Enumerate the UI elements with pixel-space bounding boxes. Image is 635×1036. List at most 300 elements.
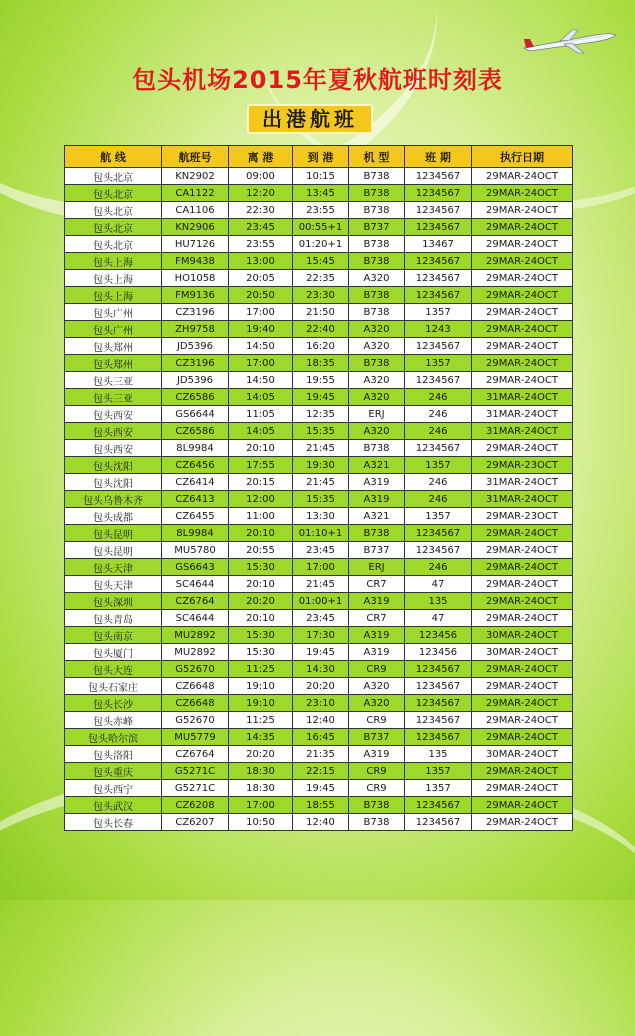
cell-flight-no: CZ6208 — [162, 797, 229, 814]
cell-flight-no: MU5780 — [162, 542, 229, 559]
cell-route: 包头郑州 — [65, 338, 162, 355]
cell-route: 包头石家庄 — [65, 678, 162, 695]
cell-departure: 14:50 — [229, 338, 293, 355]
cell-arrival: 17:30 — [293, 627, 349, 644]
cell-aircraft: B738 — [349, 440, 405, 457]
cell-days: 1234567 — [405, 525, 472, 542]
header-departure: 离 港 — [229, 146, 293, 168]
cell-flight-no: CZ6414 — [162, 474, 229, 491]
table-row — [65, 270, 573, 287]
cell-aircraft: B738 — [349, 253, 405, 270]
table-row — [65, 219, 573, 236]
cell-arrival: 19:45 — [293, 389, 349, 406]
cell-days: 47 — [405, 576, 472, 593]
cell-departure: 14:35 — [229, 729, 293, 746]
cell-departure: 19:40 — [229, 321, 293, 338]
cell-route: 包头大连 — [65, 661, 162, 678]
cell-period: 29MAR-24OCT — [472, 270, 573, 287]
cell-period: 29MAR-24OCT — [472, 253, 573, 270]
cell-departure: 09:00 — [229, 168, 293, 185]
cell-departure: 11:05 — [229, 406, 293, 423]
cell-route: 包头厦门 — [65, 644, 162, 661]
cell-departure: 23:45 — [229, 219, 293, 236]
cell-arrival: 23:30 — [293, 287, 349, 304]
cell-aircraft: A319 — [349, 644, 405, 661]
cell-aircraft: CR7 — [349, 610, 405, 627]
page-title: 包头机场2015年夏秋航班时刻表 — [132, 66, 503, 94]
cell-days: 246 — [405, 474, 472, 491]
table-row — [65, 372, 573, 389]
cell-route: 包头西安 — [65, 406, 162, 423]
table-row — [65, 202, 573, 219]
cell-route: 包头乌鲁木齐 — [65, 491, 162, 508]
cell-arrival: 01:10+1 — [293, 525, 349, 542]
table-row — [65, 695, 573, 712]
cell-period: 29MAR-24OCT — [472, 525, 573, 542]
cell-aircraft: A319 — [349, 593, 405, 610]
cell-flight-no: KN2906 — [162, 219, 229, 236]
cell-route: 包头长沙 — [65, 695, 162, 712]
cell-departure: 14:05 — [229, 423, 293, 440]
cell-aircraft: B738 — [349, 287, 405, 304]
cell-days: 1234567 — [405, 542, 472, 559]
cell-days: 1234567 — [405, 372, 472, 389]
cell-arrival: 15:35 — [293, 491, 349, 508]
header-period: 执行日期 — [472, 146, 573, 168]
cell-days: 1234567 — [405, 253, 472, 270]
cell-departure: 20:50 — [229, 287, 293, 304]
table-row — [65, 338, 573, 355]
cell-route: 包头天津 — [65, 576, 162, 593]
cell-aircraft: CR9 — [349, 763, 405, 780]
cell-arrival: 12:35 — [293, 406, 349, 423]
table-row — [65, 610, 573, 627]
cell-departure: 15:30 — [229, 559, 293, 576]
cell-flight-no: CA1106 — [162, 202, 229, 219]
table-row — [65, 474, 573, 491]
cell-departure: 20:05 — [229, 270, 293, 287]
cell-days: 47 — [405, 610, 472, 627]
cell-arrival: 23:45 — [293, 610, 349, 627]
table-row — [65, 644, 573, 661]
cell-period: 29MAR-24OCT — [472, 304, 573, 321]
cell-route: 包头广州 — [65, 321, 162, 338]
cell-period: 29MAR-24OCT — [472, 287, 573, 304]
cell-route: 包头昆明 — [65, 542, 162, 559]
cell-departure: 23:55 — [229, 236, 293, 253]
cell-departure: 20:55 — [229, 542, 293, 559]
cell-period: 29MAR-24OCT — [472, 695, 573, 712]
cell-route: 包头沈阳 — [65, 474, 162, 491]
cell-arrival: 13:45 — [293, 185, 349, 202]
cell-period: 29MAR-24OCT — [472, 559, 573, 576]
table-row — [65, 678, 573, 695]
cell-days: 1234567 — [405, 678, 472, 695]
cell-aircraft: B738 — [349, 797, 405, 814]
cell-arrival: 01:20+1 — [293, 236, 349, 253]
header-days: 班 期 — [405, 146, 472, 168]
cell-period: 29MAR-24OCT — [472, 542, 573, 559]
table-row — [65, 253, 573, 270]
cell-arrival: 01:00+1 — [293, 593, 349, 610]
cell-route: 包头赤峰 — [65, 712, 162, 729]
cell-period: 29MAR-24OCT — [472, 355, 573, 372]
cell-arrival: 21:50 — [293, 304, 349, 321]
cell-aircraft: ERJ — [349, 406, 405, 423]
table-row — [65, 712, 573, 729]
cell-flight-no: MU2892 — [162, 627, 229, 644]
cell-days: 1234567 — [405, 440, 472, 457]
cell-flight-no: FM9136 — [162, 287, 229, 304]
cell-arrival: 12:40 — [293, 712, 349, 729]
cell-flight-no: JD5396 — [162, 372, 229, 389]
cell-aircraft: CR9 — [349, 661, 405, 678]
cell-route: 包头北京 — [65, 202, 162, 219]
cell-departure: 17:55 — [229, 457, 293, 474]
airplane-icon — [520, 26, 620, 56]
cell-period: 29MAR-24OCT — [472, 678, 573, 695]
cell-period: 29MAR-23OCT — [472, 457, 573, 474]
cell-route: 包头三亚 — [65, 372, 162, 389]
cell-flight-no: MU5779 — [162, 729, 229, 746]
cell-departure: 11:25 — [229, 712, 293, 729]
cell-arrival: 19:30 — [293, 457, 349, 474]
cell-aircraft: A320 — [349, 338, 405, 355]
section-title: 出港航班 — [247, 104, 373, 134]
cell-days: 246 — [405, 389, 472, 406]
cell-route: 包头南京 — [65, 627, 162, 644]
table-row — [65, 355, 573, 372]
cell-days: 1234567 — [405, 661, 472, 678]
cell-route: 包头上海 — [65, 287, 162, 304]
cell-arrival: 23:55 — [293, 202, 349, 219]
table-row — [65, 661, 573, 678]
table-row — [65, 321, 573, 338]
cell-aircraft: B738 — [349, 185, 405, 202]
cell-aircraft: A320 — [349, 389, 405, 406]
cell-days: 135 — [405, 746, 472, 763]
cell-aircraft: B738 — [349, 236, 405, 253]
cell-route: 包头青岛 — [65, 610, 162, 627]
table-row — [65, 746, 573, 763]
cell-route: 包头重庆 — [65, 763, 162, 780]
cell-days: 1234567 — [405, 168, 472, 185]
table-row — [65, 814, 573, 831]
cell-days: 1357 — [405, 508, 472, 525]
cell-days: 123456 — [405, 644, 472, 661]
cell-flight-no: CA1122 — [162, 185, 229, 202]
cell-departure: 11:25 — [229, 661, 293, 678]
table-row — [65, 525, 573, 542]
cell-days: 1234567 — [405, 712, 472, 729]
cell-route: 包头北京 — [65, 219, 162, 236]
cell-flight-no: CZ6456 — [162, 457, 229, 474]
cell-aircraft: A321 — [349, 457, 405, 474]
cell-arrival: 18:35 — [293, 355, 349, 372]
cell-days: 1234567 — [405, 797, 472, 814]
cell-days: 246 — [405, 559, 472, 576]
cell-period: 29MAR-24OCT — [472, 236, 573, 253]
cell-route: 包头北京 — [65, 236, 162, 253]
cell-route: 包头上海 — [65, 253, 162, 270]
cell-arrival: 20:20 — [293, 678, 349, 695]
cell-departure: 20:20 — [229, 746, 293, 763]
cell-arrival: 22:35 — [293, 270, 349, 287]
cell-flight-no: CZ6648 — [162, 678, 229, 695]
cell-aircraft: B737 — [349, 219, 405, 236]
cell-aircraft: A319 — [349, 474, 405, 491]
cell-period: 29MAR-24OCT — [472, 202, 573, 219]
cell-arrival: 13:30 — [293, 508, 349, 525]
cell-aircraft: A319 — [349, 491, 405, 508]
cell-days: 123456 — [405, 627, 472, 644]
cell-aircraft: ERJ — [349, 559, 405, 576]
cell-departure: 11:00 — [229, 508, 293, 525]
cell-aircraft: CR7 — [349, 576, 405, 593]
cell-arrival: 22:40 — [293, 321, 349, 338]
cell-aircraft: B738 — [349, 525, 405, 542]
cell-route: 包头昆明 — [65, 525, 162, 542]
cell-days: 1234567 — [405, 814, 472, 831]
cell-departure: 13:00 — [229, 253, 293, 270]
cell-flight-no: G52670 — [162, 712, 229, 729]
cell-period: 29MAR-24OCT — [472, 763, 573, 780]
cell-route: 包头西宁 — [65, 780, 162, 797]
table-row — [65, 406, 573, 423]
cell-flight-no: CZ3196 — [162, 304, 229, 321]
table-row — [65, 542, 573, 559]
cell-arrival: 10:15 — [293, 168, 349, 185]
cell-arrival: 14:30 — [293, 661, 349, 678]
cell-flight-no: CZ6455 — [162, 508, 229, 525]
cell-flight-no: 8L9984 — [162, 525, 229, 542]
cell-route: 包头长春 — [65, 814, 162, 831]
cell-flight-no: HU7126 — [162, 236, 229, 253]
cell-departure: 10:50 — [229, 814, 293, 831]
cell-departure: 19:10 — [229, 695, 293, 712]
cell-days: 246 — [405, 491, 472, 508]
cell-period: 30MAR-24OCT — [472, 746, 573, 763]
cell-departure: 20:10 — [229, 440, 293, 457]
cell-route: 包头天津 — [65, 559, 162, 576]
table-header-row — [65, 146, 573, 168]
table-row — [65, 287, 573, 304]
cell-period: 29MAR-24OCT — [472, 321, 573, 338]
cell-days: 1234567 — [405, 185, 472, 202]
cell-departure: 20:20 — [229, 593, 293, 610]
table-row — [65, 423, 573, 440]
table-row — [65, 729, 573, 746]
table-row — [65, 457, 573, 474]
cell-days: 1357 — [405, 457, 472, 474]
cell-route: 包头沈阳 — [65, 457, 162, 474]
cell-period: 29MAR-24OCT — [472, 372, 573, 389]
cell-departure: 14:50 — [229, 372, 293, 389]
cell-period: 29MAR-24OCT — [472, 661, 573, 678]
flight-schedule-table — [64, 145, 573, 831]
table-row — [65, 236, 573, 253]
cell-flight-no: HO1058 — [162, 270, 229, 287]
cell-period: 31MAR-24OCT — [472, 423, 573, 440]
cell-aircraft: A320 — [349, 270, 405, 287]
table-row — [65, 559, 573, 576]
cell-period: 31MAR-24OCT — [472, 474, 573, 491]
cell-days: 13467 — [405, 236, 472, 253]
table-row — [65, 780, 573, 797]
cell-period: 29MAR-24OCT — [472, 780, 573, 797]
cell-route: 包头北京 — [65, 185, 162, 202]
cell-departure: 15:30 — [229, 644, 293, 661]
cell-departure: 18:30 — [229, 763, 293, 780]
cell-flight-no: JD5396 — [162, 338, 229, 355]
cell-arrival: 19:45 — [293, 644, 349, 661]
cell-aircraft: A320 — [349, 372, 405, 389]
cell-period: 29MAR-24OCT — [472, 440, 573, 457]
table-row — [65, 576, 573, 593]
cell-days: 246 — [405, 423, 472, 440]
cell-aircraft: A320 — [349, 695, 405, 712]
cell-route: 包头西安 — [65, 423, 162, 440]
cell-days: 1234567 — [405, 729, 472, 746]
cell-aircraft: B738 — [349, 168, 405, 185]
cell-aircraft: A320 — [349, 423, 405, 440]
cell-departure: 19:10 — [229, 678, 293, 695]
cell-days: 135 — [405, 593, 472, 610]
cell-arrival: 12:40 — [293, 814, 349, 831]
cell-days: 1243 — [405, 321, 472, 338]
cell-arrival: 00:55+1 — [293, 219, 349, 236]
cell-arrival: 21:45 — [293, 474, 349, 491]
cell-route: 包头广州 — [65, 304, 162, 321]
cell-period: 31MAR-24OCT — [472, 406, 573, 423]
cell-period: 29MAR-24OCT — [472, 797, 573, 814]
table-row — [65, 304, 573, 321]
cell-days: 1357 — [405, 304, 472, 321]
cell-period: 30MAR-24OCT — [472, 644, 573, 661]
cell-route: 包头西安 — [65, 440, 162, 457]
table-row — [65, 491, 573, 508]
cell-aircraft: B737 — [349, 729, 405, 746]
cell-period: 30MAR-24OCT — [472, 627, 573, 644]
cell-aircraft: CR9 — [349, 712, 405, 729]
cell-arrival: 22:15 — [293, 763, 349, 780]
table-row — [65, 185, 573, 202]
cell-flight-no: G5271C — [162, 780, 229, 797]
cell-departure: 17:00 — [229, 355, 293, 372]
cell-route: 包头上海 — [65, 270, 162, 287]
cell-departure: 17:00 — [229, 304, 293, 321]
cell-period: 31MAR-24OCT — [472, 389, 573, 406]
cell-route: 包头北京 — [65, 168, 162, 185]
cell-days: 1234567 — [405, 287, 472, 304]
cell-aircraft: B738 — [349, 202, 405, 219]
table-row — [65, 627, 573, 644]
cell-arrival: 18:55 — [293, 797, 349, 814]
cell-period: 29MAR-24OCT — [472, 338, 573, 355]
cell-period: 29MAR-24OCT — [472, 814, 573, 831]
cell-period: 29MAR-24OCT — [472, 168, 573, 185]
cell-departure: 22:30 — [229, 202, 293, 219]
cell-flight-no: SC4644 — [162, 576, 229, 593]
cell-period: 31MAR-24OCT — [472, 491, 573, 508]
cell-departure: 20:10 — [229, 610, 293, 627]
cell-flight-no: GS6643 — [162, 559, 229, 576]
cell-route: 包头三亚 — [65, 389, 162, 406]
cell-period: 29MAR-24OCT — [472, 185, 573, 202]
cell-period: 29MAR-24OCT — [472, 576, 573, 593]
cell-period: 29MAR-24OCT — [472, 712, 573, 729]
cell-days: 1234567 — [405, 202, 472, 219]
cell-aircraft: B738 — [349, 355, 405, 372]
table-row — [65, 389, 573, 406]
cell-route: 包头成都 — [65, 508, 162, 525]
cell-flight-no: CZ6764 — [162, 593, 229, 610]
header-aircraft: 机 型 — [349, 146, 405, 168]
cell-flight-no: GS6644 — [162, 406, 229, 423]
cell-flight-no: CZ6207 — [162, 814, 229, 831]
cell-days: 1234567 — [405, 338, 472, 355]
cell-departure: 17:00 — [229, 797, 293, 814]
cell-flight-no: SC4644 — [162, 610, 229, 627]
cell-days: 1357 — [405, 780, 472, 797]
cell-flight-no: CZ6648 — [162, 695, 229, 712]
cell-flight-no: CZ6413 — [162, 491, 229, 508]
cell-arrival: 16:20 — [293, 338, 349, 355]
cell-aircraft: B738 — [349, 304, 405, 321]
cell-flight-no: FM9438 — [162, 253, 229, 270]
cell-days: 1234567 — [405, 219, 472, 236]
cell-departure: 20:15 — [229, 474, 293, 491]
cell-route: 包头深圳 — [65, 593, 162, 610]
cell-route: 包头武汉 — [65, 797, 162, 814]
cell-days: 246 — [405, 406, 472, 423]
cell-arrival: 21:45 — [293, 440, 349, 457]
cell-arrival: 23:10 — [293, 695, 349, 712]
cell-arrival: 21:35 — [293, 746, 349, 763]
cell-route: 包头郑州 — [65, 355, 162, 372]
cell-days: 1357 — [405, 355, 472, 372]
cell-arrival: 19:55 — [293, 372, 349, 389]
cell-flight-no: G5271C — [162, 763, 229, 780]
table-row — [65, 508, 573, 525]
cell-aircraft: A320 — [349, 678, 405, 695]
cell-arrival: 17:00 — [293, 559, 349, 576]
cell-route: 包头哈尔滨 — [65, 729, 162, 746]
table-row — [65, 168, 573, 185]
cell-departure: 12:00 — [229, 491, 293, 508]
cell-departure: 12:20 — [229, 185, 293, 202]
cell-period: 29MAR-23OCT — [472, 508, 573, 525]
cell-aircraft: A320 — [349, 321, 405, 338]
table-row — [65, 763, 573, 780]
cell-flight-no: G52670 — [162, 661, 229, 678]
header-flight-no: 航班号 — [162, 146, 229, 168]
cell-flight-no: CZ6586 — [162, 423, 229, 440]
cell-period: 29MAR-24OCT — [472, 729, 573, 746]
cell-arrival: 19:45 — [293, 780, 349, 797]
cell-arrival: 23:45 — [293, 542, 349, 559]
cell-arrival: 21:45 — [293, 576, 349, 593]
cell-period: 29MAR-24OCT — [472, 610, 573, 627]
cell-arrival: 15:45 — [293, 253, 349, 270]
cell-period: 29MAR-24OCT — [472, 219, 573, 236]
cell-aircraft: CR9 — [349, 780, 405, 797]
cell-departure: 20:10 — [229, 576, 293, 593]
cell-departure: 15:30 — [229, 627, 293, 644]
cell-aircraft: B737 — [349, 542, 405, 559]
cell-flight-no: CZ3196 — [162, 355, 229, 372]
cell-flight-no: CZ6586 — [162, 389, 229, 406]
